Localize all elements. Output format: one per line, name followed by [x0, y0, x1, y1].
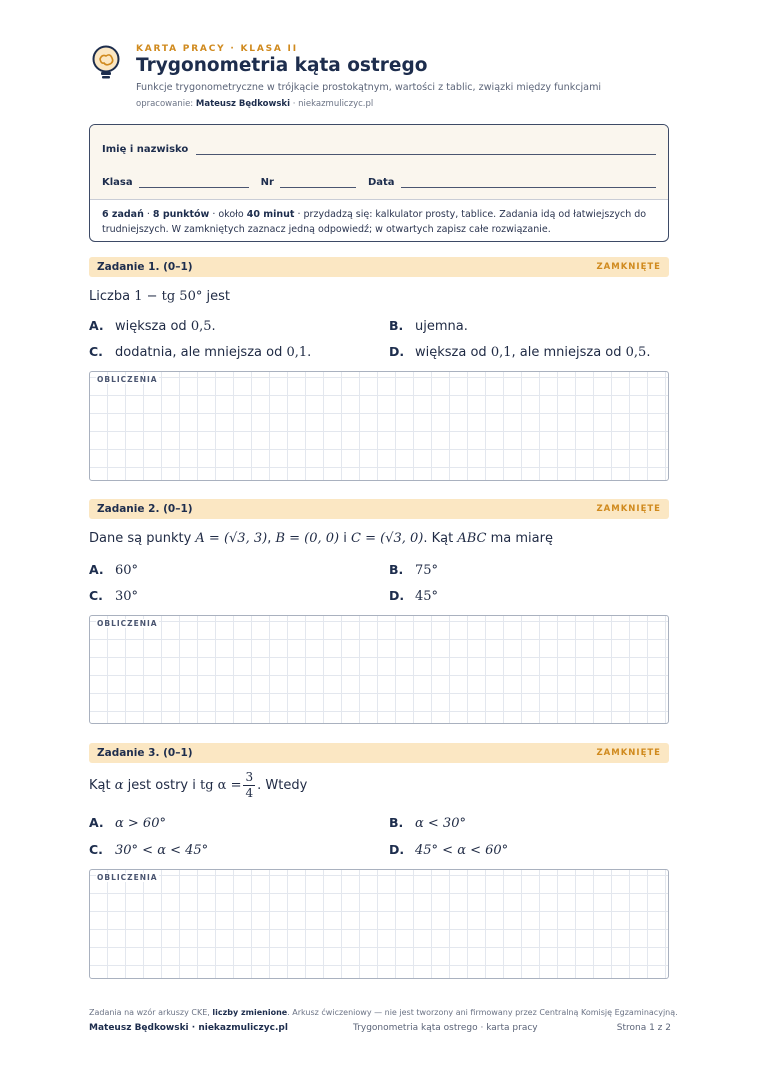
fraction-three-quarters — [243, 770, 255, 801]
task-2-work-area[interactable] — [89, 615, 669, 724]
date-label: Data — [367, 177, 395, 188]
disclaimer-text-end: . Arkusz ćwiczeniowy — nie jest tworzony ani firmowany przez Centralną Komisję Egzaminacyjną. — [287, 1008, 678, 1017]
alpha-symbol: α — [114, 778, 124, 793]
task-1-option-b[interactable] — [389, 318, 468, 334]
option-text: ujemna. — [415, 319, 468, 334]
byline-site: · niekazmuliczyc.pl — [292, 99, 374, 109]
info-tasks: 6 zadań — [102, 209, 144, 220]
task-3-question — [89, 770, 307, 801]
option-text: większa od — [115, 319, 191, 334]
task-3-option-d[interactable] — [389, 842, 508, 858]
byline-prefix: opracowanie: — [136, 99, 194, 109]
task-2-type-badge: ZAMKNIĘTE — [596, 504, 661, 514]
option-math: 45° < α < 60° — [415, 843, 509, 858]
option-letter: B. — [389, 562, 404, 577]
option-math: 0,1 — [286, 345, 308, 360]
task-1-question-text: Liczba — [89, 289, 135, 304]
student-info-box — [89, 124, 669, 242]
task-3-work-area[interactable] — [89, 869, 669, 979]
task-1-expression: 1 − tg 50° — [134, 289, 203, 304]
option-math: 45° — [415, 589, 439, 604]
option-end: . — [211, 319, 216, 334]
task-2-title: Zadanie 2. (0–1) — [97, 503, 193, 515]
point-b: B = (0, 0) — [275, 531, 340, 546]
task-3-question-mid: jest ostry i — [123, 778, 200, 793]
option-text-2: , ale mniejsza od — [511, 345, 626, 360]
task-1-work-area[interactable] — [89, 371, 669, 481]
option-letter: A. — [89, 815, 104, 830]
task-2-question — [89, 531, 553, 546]
option-end: . — [307, 345, 312, 360]
task-1-option-d[interactable] — [389, 344, 650, 360]
option-math: α < 30° — [415, 816, 466, 831]
option-letter: C. — [89, 588, 103, 603]
info-rest: · przydadzą się: kalkulator prosty, tablice. Zadania idą od łatwiejszych do trudniejszych. W zamkniętych zaznacz jedną odpowiedź; w otwartych zapisz całe rozwiązanie. — [102, 209, 647, 235]
option-math: 60° — [115, 563, 139, 578]
class-label: Klasa — [102, 177, 133, 188]
task-1-option-a[interactable] — [89, 318, 216, 334]
task-2-option-d[interactable] — [389, 588, 438, 604]
task-3-option-c[interactable] — [89, 842, 208, 858]
option-letter: B. — [389, 815, 404, 830]
task-2-question-end: ma miarę — [486, 531, 553, 546]
date-field[interactable] — [401, 178, 656, 188]
info-about: · około — [209, 209, 247, 220]
work-area-label: OBLICZENIA — [97, 619, 158, 628]
disclaimer-emphasis: liczby zmienione — [212, 1008, 288, 1017]
footer-author: Mateusz Będkowski · niekazmuliczyc.pl — [89, 1023, 288, 1033]
author-byline — [136, 99, 373, 109]
nr-label: Nr — [260, 177, 274, 188]
class-row — [102, 177, 656, 188]
task-2-header — [89, 499, 669, 519]
footer-title: Trygonometria kąta ostrego · karta pracy — [353, 1023, 538, 1033]
task-3-question-end: . Wtedy — [257, 778, 308, 793]
option-math: 30° — [115, 589, 139, 604]
option-letter: C. — [89, 344, 103, 359]
option-letter: D. — [389, 842, 405, 857]
tangent-expression: tg α = — [200, 778, 242, 793]
task-1-question-end: jest — [202, 289, 230, 304]
task-1-header — [89, 257, 669, 277]
separator: i — [339, 531, 352, 546]
page-title: Trygonometria kąta ostrego — [136, 55, 428, 76]
option-math: 0,5 — [190, 319, 212, 334]
point-c: C = (√3, 0) — [351, 531, 424, 546]
option-text: dodatnia, ale mniejsza od — [115, 345, 287, 360]
task-2-option-a[interactable] — [89, 562, 138, 578]
task-3-question-text: Kąt — [89, 778, 115, 793]
option-text: większa od — [415, 345, 491, 360]
option-math: 75° — [415, 563, 439, 578]
worksheet-instructions — [102, 208, 654, 237]
option-letter: C. — [89, 842, 103, 857]
footer-disclaimer — [89, 1008, 678, 1017]
task-2-option-b[interactable] — [389, 562, 438, 578]
worksheet-header — [90, 40, 680, 115]
work-area-label: OBLICZENIA — [97, 873, 158, 882]
student-fields-panel — [90, 125, 668, 200]
point-a: A = (√3, 3) — [195, 531, 268, 546]
info-points: 8 punktów — [152, 209, 210, 220]
task-1-question — [89, 289, 230, 304]
task-2-question-text: Dane są punkty — [89, 531, 196, 546]
task-3-title: Zadanie 3. (0–1) — [97, 747, 193, 759]
work-area-label: OBLICZENIA — [97, 375, 158, 384]
angle-abc: ABC — [457, 531, 487, 546]
task-2-question-mid: . Kąt — [423, 531, 458, 546]
task-2-option-c[interactable] — [89, 588, 138, 604]
class-field[interactable] — [139, 178, 249, 188]
task-1-title: Zadanie 1. (0–1) — [97, 261, 193, 273]
task-1-type-badge: ZAMKNIĘTE — [596, 262, 661, 272]
task-3-type-badge: ZAMKNIĘTE — [596, 748, 661, 758]
option-math: 30° < α < 45° — [115, 843, 209, 858]
name-label: Imię i nazwisko — [102, 144, 189, 155]
byline-author: Mateusz Będkowski — [195, 99, 291, 109]
option-letter: D. — [389, 588, 405, 603]
name-field[interactable] — [196, 145, 656, 155]
option-letter: D. — [389, 344, 405, 359]
task-3-option-b[interactable] — [389, 815, 466, 831]
option-math-2: 0,5 — [625, 345, 647, 360]
info-time: 40 minut — [246, 209, 295, 220]
lightbulb-brain-icon — [90, 44, 124, 82]
fraction-numerator: 3 — [245, 770, 254, 784]
page-subtitle: Funkcje trygonometryczne w trójkącie prostokątnym, wartości z tablic, związki między funkcjami — [136, 82, 602, 93]
option-math: 0,1 — [490, 345, 512, 360]
option-letter: B. — [389, 318, 404, 333]
option-letter: A. — [89, 318, 104, 333]
task-1-option-c[interactable] — [89, 344, 311, 360]
option-math: α > 60° — [115, 816, 166, 831]
nr-field[interactable] — [280, 178, 356, 188]
disclaimer-text: Zadania na wzór arkuszy CKE, — [89, 1008, 213, 1017]
option-letter: A. — [89, 562, 104, 577]
name-row — [102, 144, 656, 155]
option-end: . — [646, 345, 651, 360]
info-sep: · — [143, 209, 153, 220]
fraction-denominator: 4 — [245, 786, 254, 800]
separator: , — [267, 531, 276, 546]
task-3-option-a[interactable] — [89, 815, 166, 831]
task-3-header — [89, 743, 669, 763]
page-number: Strona 1 z 2 — [616, 1023, 671, 1033]
worksheet-kicker: KARTA PRACY · KLASA II — [136, 44, 298, 54]
